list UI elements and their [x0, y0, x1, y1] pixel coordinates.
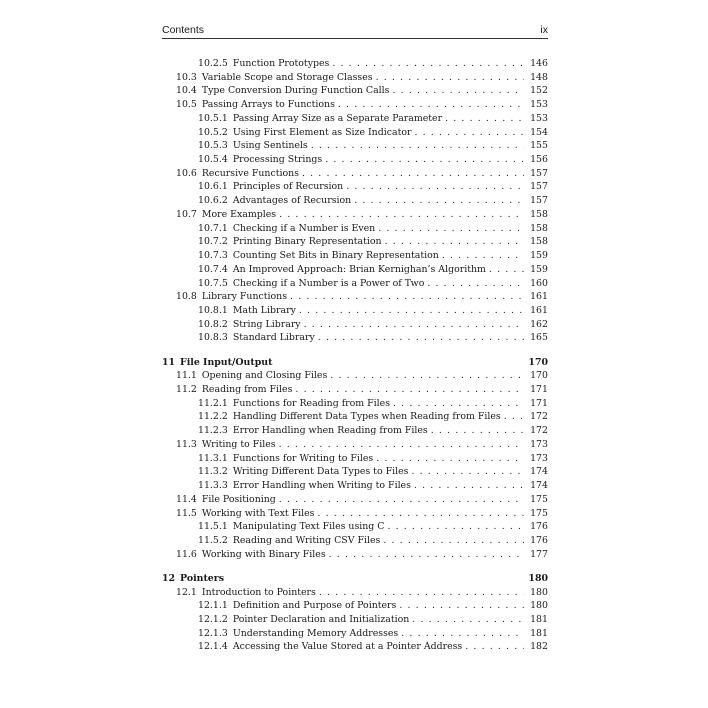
toc-section-continued	[162, 57, 548, 345]
dot-leader	[412, 613, 524, 627]
toc-entry-page: 153	[530, 112, 548, 124]
toc-entry-number: 10.7.3	[198, 250, 228, 262]
toc-entry[interactable]	[162, 290, 548, 304]
toc-entry[interactable]	[162, 222, 548, 236]
toc-entry-title: File Positioning	[201, 493, 276, 505]
toc-entry-title: Variable Scope and Storage Classes	[201, 71, 373, 83]
toc-entry-number: 10.8.1	[198, 304, 228, 316]
toc-entry-title: Opening and Closing Files	[201, 370, 328, 382]
toc-entry-title: Working with Text Files	[201, 507, 315, 519]
toc-entry-page: 161	[530, 304, 548, 316]
toc-entry[interactable]	[162, 548, 548, 562]
toc-entry-page: 175	[530, 507, 548, 519]
toc-entry-number: 11.5.2	[198, 534, 228, 546]
toc-entry-page: 176	[530, 534, 548, 546]
toc-entry-page: 170	[530, 370, 548, 382]
toc-entry-page: 177	[530, 548, 548, 560]
running-head-title: Contents	[162, 24, 205, 36]
dot-leader	[325, 153, 524, 167]
toc-entry[interactable]	[162, 586, 548, 600]
toc-entry[interactable]	[162, 71, 548, 85]
toc-entry-page: 181	[530, 627, 548, 639]
toc-entry-number: 10.5.3	[198, 140, 228, 152]
toc-entry-title: Reading from Files	[201, 384, 293, 396]
toc-entry-number: 10.4	[176, 85, 197, 97]
toc-entry-page: 155	[530, 140, 548, 152]
toc-entry-number: 12.1.2	[198, 614, 228, 626]
dot-leader	[387, 520, 524, 534]
toc-entry-title: Library Functions	[201, 291, 288, 303]
toc-entry-number: 11.2.1	[198, 397, 228, 409]
toc-entry-number: 11.6	[176, 548, 197, 560]
toc-entry-title: Using Sentinels	[232, 140, 308, 152]
toc-entry-page: 171	[530, 397, 548, 409]
toc-entry[interactable]	[162, 167, 548, 181]
toc-entry-number: 10.6.2	[198, 195, 228, 207]
toc-entry-page: 181	[530, 614, 548, 626]
toc-entry-number: 11.1	[176, 370, 197, 382]
toc-entry-page: 157	[530, 167, 548, 179]
dot-leader	[279, 493, 524, 507]
toc-entry-title: Writing to Files	[201, 438, 276, 450]
toc-entry[interactable]	[162, 520, 548, 534]
toc-entry-page: 174	[530, 466, 548, 478]
chapter-page: 170	[528, 356, 548, 368]
toc-entry[interactable]	[162, 208, 548, 222]
toc-entry-page: 172	[530, 411, 548, 423]
chapter-11-entries	[162, 369, 548, 561]
toc-entry-number: 11.3	[176, 438, 197, 450]
chapter-number: 11	[162, 356, 176, 368]
toc-entry-number: 11.2.3	[198, 425, 228, 437]
toc-entry-title: Type Conversion During Function Calls	[201, 85, 390, 97]
toc-entry[interactable]	[162, 249, 548, 263]
toc-entry-page: 146	[530, 58, 548, 69]
toc-entry[interactable]	[162, 599, 548, 613]
toc-entry-title: Processing Strings	[232, 154, 323, 166]
toc-entry-title: String Library	[232, 318, 301, 330]
toc-entry-title: Definition and Purpose of Pointers	[232, 600, 397, 612]
toc-entry[interactable]	[162, 424, 548, 438]
toc-entry-number: 11.5	[176, 507, 197, 519]
dot-leader	[319, 586, 524, 600]
toc-entry-title: Functions for Writing to Files	[232, 452, 374, 464]
toc-entry-page: 154	[530, 126, 548, 138]
toc-entry-page: 158	[530, 222, 548, 234]
toc-entry-page: 171	[530, 384, 548, 396]
toc-entry-title: Standard Library	[232, 332, 315, 344]
toc-entry-title: Accessing the Value Stored at a Pointer Address	[232, 641, 463, 653]
dot-leader	[302, 167, 524, 181]
dot-leader	[504, 410, 524, 424]
toc-entry-page: 180	[530, 586, 548, 598]
toc-entry-number: 11.5.1	[198, 521, 228, 533]
toc-entry[interactable]	[162, 180, 548, 194]
toc-entry[interactable]	[162, 235, 548, 249]
toc-entry-title: Counting Set Bits in Binary Representation	[232, 250, 439, 262]
dot-leader	[295, 383, 524, 397]
running-head	[162, 24, 548, 39]
toc-entry-title: Math Library	[232, 304, 296, 316]
toc-entry-page: 182	[530, 641, 548, 653]
dot-leader	[385, 235, 524, 249]
dot-leader	[279, 208, 524, 222]
chapter-12-entries	[162, 586, 548, 655]
dot-leader	[442, 249, 524, 263]
toc-entry-title: Using First Element as Size Indicator	[232, 126, 412, 138]
toc-entry-title: An Improved Approach: Brian Kernighan’s Algorithm	[232, 263, 486, 275]
toc-entry-title: Error Handling when Reading from Files	[232, 425, 428, 437]
dot-leader	[376, 71, 524, 85]
toc-entry-title: Principles of Recursion	[232, 181, 344, 193]
dot-leader	[465, 640, 524, 654]
toc-entry[interactable]	[162, 613, 548, 627]
toc-entry-number: 10.6.1	[198, 181, 228, 193]
toc-entry[interactable]	[162, 369, 548, 383]
toc-entry-page: 161	[530, 291, 548, 303]
dot-leader	[311, 139, 524, 153]
toc-entry[interactable]	[162, 452, 548, 466]
chapter-title: Pointers	[180, 572, 224, 584]
toc-entry[interactable]	[162, 277, 548, 291]
toc-entry-number: 10.7.4	[198, 263, 228, 275]
toc-entry-number: 11.3.2	[198, 466, 228, 478]
toc-entry[interactable]	[162, 397, 548, 411]
toc-entry-number: 10.7.1	[198, 222, 228, 234]
toc-entry-number: 10.7.2	[198, 236, 228, 248]
toc-entry-page: 175	[530, 493, 548, 505]
dot-leader	[393, 84, 525, 98]
dot-leader	[279, 438, 524, 452]
toc-entry-number: 10.5.2	[198, 126, 228, 138]
toc-entry-page: 172	[530, 425, 548, 437]
toc-entry-page: 156	[530, 154, 548, 166]
toc-entry-page: 159	[530, 263, 548, 275]
toc-entry[interactable]	[162, 153, 548, 167]
toc-entry-number: 11.4	[176, 493, 197, 505]
toc-entry[interactable]	[162, 410, 548, 424]
dot-leader	[393, 397, 524, 411]
toc-entry-title: Working with Binary Files	[201, 548, 326, 560]
toc-entry-number: 11.2	[176, 384, 197, 396]
toc-entry-page: 174	[530, 480, 548, 492]
toc-entry-number: 10.5.4	[198, 154, 228, 166]
toc-entry-number: 10.5	[176, 99, 197, 111]
dot-leader	[318, 331, 524, 345]
toc-entry[interactable]	[162, 465, 548, 479]
toc-entry-page: 153	[530, 99, 548, 111]
toc-entry[interactable]	[162, 139, 548, 153]
dot-leader	[317, 507, 524, 521]
toc-entry[interactable]	[162, 640, 548, 654]
toc-entry-title: Function Prototypes	[232, 58, 330, 69]
toc-entry-number: 10.7.5	[198, 277, 228, 289]
dot-leader	[332, 57, 524, 71]
toc-entry-title: Handling Different Data Types when Reading from Files	[232, 411, 501, 423]
toc-entry-number: 12.1	[176, 586, 197, 598]
toc-entry[interactable]	[162, 493, 548, 507]
toc-entry-number: 12.1.1	[198, 600, 228, 612]
toc-entry[interactable]	[162, 318, 548, 332]
toc-entry-title: Writing Different Data Types to Files	[232, 466, 409, 478]
chapter-page: 180	[528, 572, 548, 584]
toc-entry-number: 10.2.5	[198, 58, 228, 69]
toc-entry[interactable]	[162, 84, 548, 98]
toc-entry-page: 176	[530, 521, 548, 533]
chapter-gap	[162, 345, 548, 356]
toc-entry[interactable]	[162, 263, 548, 277]
toc-entry[interactable]	[162, 57, 548, 71]
toc-entry-title: Functions for Reading from Files	[232, 397, 391, 409]
toc-entry[interactable]	[162, 112, 548, 126]
toc-entry-page: 152	[530, 85, 548, 97]
dot-leader	[378, 222, 524, 236]
toc-entry-number: 12.1.3	[198, 627, 228, 639]
toc-entry-number: 11.3.1	[198, 452, 228, 464]
toc-entry[interactable]	[162, 304, 548, 318]
toc-entry-number: 11.2.2	[198, 411, 228, 423]
toc-entry[interactable]	[162, 194, 548, 208]
dot-leader	[299, 304, 524, 318]
toc-entry-number: 10.3	[176, 71, 197, 83]
toc-entry-title: Manipulating Text Files using C	[232, 521, 385, 533]
toc-entry-page: 157	[530, 181, 548, 193]
toc-entry-title: Passing Array Size as a Separate Parameter	[232, 112, 443, 124]
toc-entry-title: More Examples	[201, 208, 277, 220]
dot-leader	[376, 452, 524, 466]
toc-entry-title: Reading and Writing CSV Files	[232, 534, 381, 546]
toc-entry-title: Pointer Declaration and Initialization	[232, 614, 410, 626]
toc-entry-page: 148	[530, 71, 548, 83]
toc-entry-number: 10.7	[176, 208, 197, 220]
toc-entry[interactable]	[162, 331, 548, 345]
dot-leader	[399, 599, 524, 613]
toc-entry-number: 10.5.1	[198, 112, 228, 124]
dot-leader	[489, 263, 524, 277]
dot-leader	[401, 627, 524, 641]
toc-entry-number: 10.8.3	[198, 332, 228, 344]
toc-entry-title: Passing Arrays to Functions	[201, 99, 335, 111]
toc-entry-title: Error Handling when Writing to Files	[232, 480, 411, 492]
toc-entry-title: Understanding Memory Addresses	[232, 627, 399, 639]
toc-entry[interactable]	[162, 126, 548, 140]
toc-entry-page: 173	[530, 452, 548, 464]
toc-entry-number: 12.1.4	[198, 641, 228, 653]
table-of-contents	[162, 57, 548, 654]
toc-entry[interactable]	[162, 98, 548, 112]
chapter-heading-11[interactable]	[162, 356, 548, 370]
chapter-gap	[162, 561, 548, 572]
dot-leader	[304, 318, 524, 332]
running-head-page-number: ix	[540, 24, 548, 36]
dot-leader	[330, 369, 524, 383]
toc-entry[interactable]	[162, 383, 548, 397]
dot-leader	[445, 112, 524, 126]
toc-entry-title: Printing Binary Representation	[232, 236, 382, 248]
toc-entry-title: Introduction to Pointers	[201, 586, 316, 598]
toc-entry-page: 157	[530, 195, 548, 207]
toc-entry-number: 11.3.3	[198, 480, 228, 492]
toc-entry[interactable]	[162, 507, 548, 521]
dot-leader	[414, 479, 524, 493]
toc-entry-title: Checking if a Number is a Power of Two	[232, 277, 425, 289]
toc-entry[interactable]	[162, 438, 548, 452]
chapter-number: 12	[162, 572, 176, 584]
chapter-title: File Input/Output	[180, 356, 273, 368]
dot-leader	[290, 290, 524, 304]
toc-entry-page: 162	[530, 318, 548, 330]
chapter-heading-12[interactable]	[162, 572, 548, 586]
dot-leader	[329, 548, 524, 562]
toc-entry-page: 173	[530, 438, 548, 450]
toc-entry[interactable]	[162, 534, 548, 548]
toc-entry-page: 158	[530, 236, 548, 248]
toc-entry[interactable]	[162, 479, 548, 493]
toc-entry-page: 160	[530, 277, 548, 289]
toc-entry[interactable]	[162, 627, 548, 641]
toc-entry-number: 10.8	[176, 291, 197, 303]
dot-leader	[346, 180, 524, 194]
toc-entry-page: 165	[530, 332, 548, 344]
toc-entry-title: Advantages of Recursion	[232, 195, 352, 207]
dot-leader	[383, 534, 524, 548]
dot-leader	[431, 424, 524, 438]
toc-entry-number: 10.8.2	[198, 318, 228, 330]
toc-entry-title: Recursive Functions	[201, 167, 299, 179]
dot-leader	[338, 98, 524, 112]
toc-entry-number: 10.6	[176, 167, 197, 179]
toc-entry-title: Checking if a Number is Even	[232, 222, 376, 234]
dot-leader	[427, 277, 524, 291]
dot-leader	[411, 465, 524, 479]
toc-entry-page: 158	[530, 208, 548, 220]
toc-entry-page: 180	[530, 600, 548, 612]
dot-leader	[414, 126, 524, 140]
dot-leader	[354, 194, 524, 208]
toc-entry-page: 159	[530, 250, 548, 262]
